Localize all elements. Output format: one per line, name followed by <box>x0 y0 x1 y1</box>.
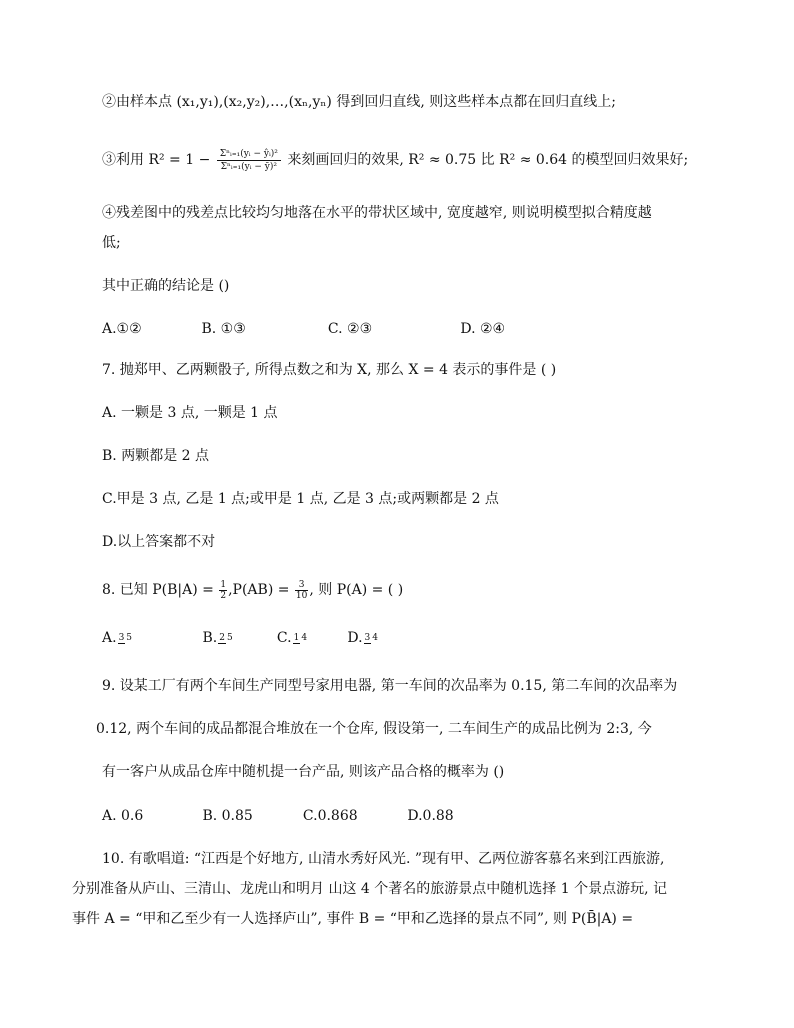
q8-option-d-label: D. <box>347 630 363 646</box>
r-squared-numerator: Σⁿᵢ₌₁(yᵢ − ŷᵢ)² <box>217 148 281 161</box>
q8-fraction-1-num: 1 <box>220 579 227 590</box>
question-9-line-3: 有一客户从成品仓库中随机提一台产品, 则该产品合格的概率为 () <box>102 764 505 780</box>
r-squared-fraction <box>217 148 281 173</box>
r-squared-lhs: R² = 1 − <box>148 152 211 168</box>
q8-option-b-num: 2 <box>219 632 225 643</box>
q8-fraction-1-den: 2 <box>220 590 227 601</box>
statement-4-line-1: ④残差图中的残差点比较均匀地落在水平的带状区域中, 宽度越窄, 则说明模型拟合精度越 <box>102 205 652 221</box>
statement-3 <box>102 140 734 180</box>
q6-option-b: B. ①③ <box>201 321 246 337</box>
q8-option-a-den: 5 <box>126 632 133 643</box>
q9-option-c: C.0.868 <box>302 808 358 824</box>
statement-2: ②由样本点 (x₁,y₁),(x₂,y₂),…,(xₙ,yₙ) 得到回归直线, 则这些样本点都在回归直线上; <box>102 94 616 110</box>
q8-option-d-fraction <box>364 633 379 644</box>
question-9-options <box>102 806 454 826</box>
q8-option-b-fraction <box>218 633 233 644</box>
question-6-ask: 其中正确的结论是 () <box>102 278 230 294</box>
q6-option-a: A.①② <box>102 321 142 337</box>
statement-3-suffix: 来刻画回归的效果, R² ≈ 0.75 比 R² ≈ 0.64 的模型回归效果好; <box>287 152 689 168</box>
question-8-options <box>102 624 380 652</box>
q6-option-d: D. ②④ <box>460 321 506 337</box>
q8-option-b <box>202 624 272 652</box>
q8-option-c <box>277 624 343 652</box>
q8-fraction-2-num: 3 <box>295 580 308 591</box>
q8-option-c-fraction <box>293 633 308 644</box>
q8-suffix: , 则 P(A) = ( ) <box>309 582 404 598</box>
q8-option-d <box>347 624 380 652</box>
q8-option-a-fraction <box>118 633 133 644</box>
q9-option-a: A. 0.6 <box>102 808 144 824</box>
question-7-option-d: D.以上答案都不对 <box>102 534 216 550</box>
q8-fraction-1 <box>219 580 227 601</box>
q8-option-b-den: 5 <box>226 632 233 643</box>
question-7-stem: 7. 抛郑甲、乙两颗骰子, 所得点数之和为 X, 那么 X = 4 表示的事件是 ( ) <box>102 362 557 378</box>
q8-prefix: 8. 已知 <box>102 582 148 598</box>
q8-option-c-den: 4 <box>301 632 308 643</box>
question-10-line-3: 事件 A = “甲和乙至少有一人选择庐山”, 事件 B = “甲和乙选择的景点不同”, 则 P(B̄|A) = <box>72 911 634 927</box>
q8-option-d-den: 4 <box>372 632 379 643</box>
question-8-stem <box>102 576 734 604</box>
q8-part-1: P(B|A) = <box>152 582 214 598</box>
question-7-option-b: B. 两颗都是 2 点 <box>102 448 209 464</box>
q8-option-c-label: C. <box>276 630 292 646</box>
question-7-option-a: A. 一颗是 3 点, 一颗是 1 点 <box>102 405 278 421</box>
question-10-line-1: 10. 有歌唱道: “江西是个好地方, 山清水秀好风光. ”现有甲、乙两位游客慕名来到江西旅游, <box>102 851 665 867</box>
r-squared-denominator: Σⁿᵢ₌₁(yᵢ − ȳ)² <box>220 161 277 172</box>
q6-option-c: C. ②③ <box>327 321 373 337</box>
q8-option-b-label: B. <box>202 630 218 646</box>
q8-option-d-num: 3 <box>364 632 371 643</box>
q8-fraction-2-den: 10 <box>295 590 308 601</box>
question-6-options <box>102 319 505 339</box>
question-9-line-2: 0.12, 两个车间的成品都混合堆放在一个仓库, 假设第一, 二车间生产的成品比例为 2:3, 今 <box>96 721 652 737</box>
statement-3-prefix: ③利用 <box>102 152 144 168</box>
question-7-option-c: C.甲是 3 点, 乙是 1 点;或甲是 1 点, 乙是 3 点;或两颗都是 2 点 <box>102 491 499 507</box>
q8-option-c-num: 1 <box>293 632 300 643</box>
q8-part-2: ,P(AB) = <box>228 582 290 598</box>
q8-option-a-label: A. <box>102 630 117 646</box>
q8-fraction-2 <box>295 580 308 601</box>
q9-option-d: D.0.88 <box>407 808 454 824</box>
question-10-line-2: 分别准备从庐山、三清山、龙虎山和明月 山这 4 个著名的旅游景点中随机选择 1 个景点游玩, 记 <box>72 881 667 897</box>
question-9-line-1: 9. 设某工厂有两个车间生产同型号家用电器, 第一车间的次品率为 0.15, 第二车间的次品率为 <box>102 678 678 694</box>
q8-option-a <box>102 624 198 652</box>
q9-option-b: B. 0.85 <box>202 808 253 824</box>
statement-4-line-2: 低; <box>102 235 121 251</box>
q8-option-a-num: 3 <box>118 632 125 643</box>
